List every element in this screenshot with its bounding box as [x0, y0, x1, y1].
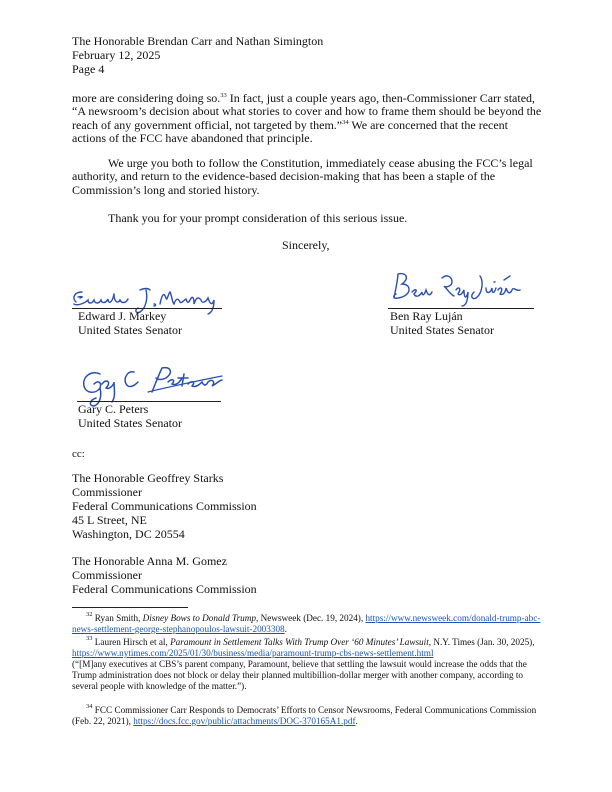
paragraph-3: Thank you for your prompt consideration of this serious issue.	[108, 211, 408, 225]
footnote-33-title: Paramount in Settlement Talks With Trump Over ‘60 Minutes’ Lawsuit	[170, 637, 429, 647]
cc-1-street: 45 L Street, NE	[72, 513, 147, 527]
paragraph-1-text-b: In fact, just a couple years ago, then-Commissioner Carr stated, “A newsroom’s decision about what stories to cover and how to frame them should be beyond the reach of any government official, not targeted by them.”	[72, 91, 542, 132]
paragraph-1	[72, 92, 542, 146]
header-date: February 12, 2025	[72, 48, 161, 62]
signatory-name-lujan: Ben Ray Luján	[390, 309, 463, 323]
footnote-32-end: .	[284, 623, 287, 634]
signatory-title-peters: United States Senator	[78, 416, 182, 430]
cc-label: cc:	[72, 448, 85, 460]
footnote-33-number: 33	[86, 635, 93, 642]
cc-1-name: The Honorable Geoffrey Starks	[72, 471, 224, 485]
signatory-title-lujan: United States Senator	[390, 323, 494, 337]
footnote-ref-34: 34	[342, 118, 349, 126]
signatory-name-peters: Gary C. Peters	[78, 402, 149, 416]
cc-2-name: The Honorable Anna M. Gomez	[72, 554, 227, 568]
cc-1-city: Washington, DC 20554	[72, 527, 185, 541]
footnote-ref-33: 33	[220, 92, 227, 99]
footnote-34-link[interactable]: https://docs.fcc.gov/public/attachments/DOC-370165A1.pdf	[133, 715, 356, 726]
footnote-separator	[72, 607, 188, 608]
signatory-name-markey: Edward J. Markey	[78, 309, 167, 323]
footnote-33-quote: (“[M]any executives at CBS’s parent company, Paramount, believe that settling the lawsuit would increase the odds that the Trump administration does not block or delay their planned multibillion-dollar merger with another company, according to several people with knowledge of the matter.”).	[72, 658, 527, 691]
paragraph-1-text-a: more are considering doing so.	[72, 91, 221, 105]
footnote-34-text: FCC Commissioner Carr Responds to Democrats’ Efforts to Censor Newsrooms, Federal Communications Commission (Feb. 22, 2021),	[72, 705, 537, 726]
footnote-32-title: Disney Bows to Donald Trump	[142, 613, 256, 623]
paragraph-2: We urge you both to follow the Constitution, immediately cease abusing the FCC’s legal authority, and return to the evidence-based decision-making that has been a staple of the Commission’s long and storied history.	[72, 156, 533, 197]
header-addressees: The Honorable Brendan Carr and Nathan Simington	[72, 34, 324, 48]
cc-1-org: Federal Communications Commission	[72, 499, 257, 513]
footnote-33-source: , N.Y. Times (Jan. 30, 2025),	[428, 637, 535, 647]
footnote-32	[72, 613, 548, 635]
header-page-number: Page 4	[72, 62, 105, 76]
footnote-32-source: , Newsweek (Dec. 19, 2024),	[256, 613, 366, 623]
cc-2-org: Federal Communications Commission	[72, 582, 257, 596]
footnote-34-end: .	[355, 715, 358, 726]
signature-lujan	[386, 268, 536, 308]
footnote-32-link[interactable]: https://www.newsweek.com/donald-trump-abc-news-settlement-george-stephanopoulos-lawsuit-2003308	[72, 613, 541, 634]
footnote-34-number: 34	[86, 703, 93, 710]
closing: Sincerely,	[282, 238, 330, 252]
signatory-title-markey: United States Senator	[78, 323, 182, 337]
footnote-33-link[interactable]: https://www.nytimes.com/2025/01/30/business/media/paramount-trump-cbs-news-settlement.html	[72, 647, 434, 658]
footnote-33	[72, 637, 548, 692]
cc-1-role: Commissioner	[72, 485, 143, 499]
footnote-32-number: 32	[86, 611, 93, 618]
footnote-34	[72, 705, 548, 727]
footnote-32-author: Ryan Smith,	[92, 613, 143, 623]
cc-2-role: Commissioner	[72, 568, 143, 582]
paragraph-1-text-c: We are concerned that the recent actions of the FCC have abandoned that principle.	[72, 117, 509, 146]
footnote-33-author: Lauren Hirsch et al,	[92, 637, 171, 647]
